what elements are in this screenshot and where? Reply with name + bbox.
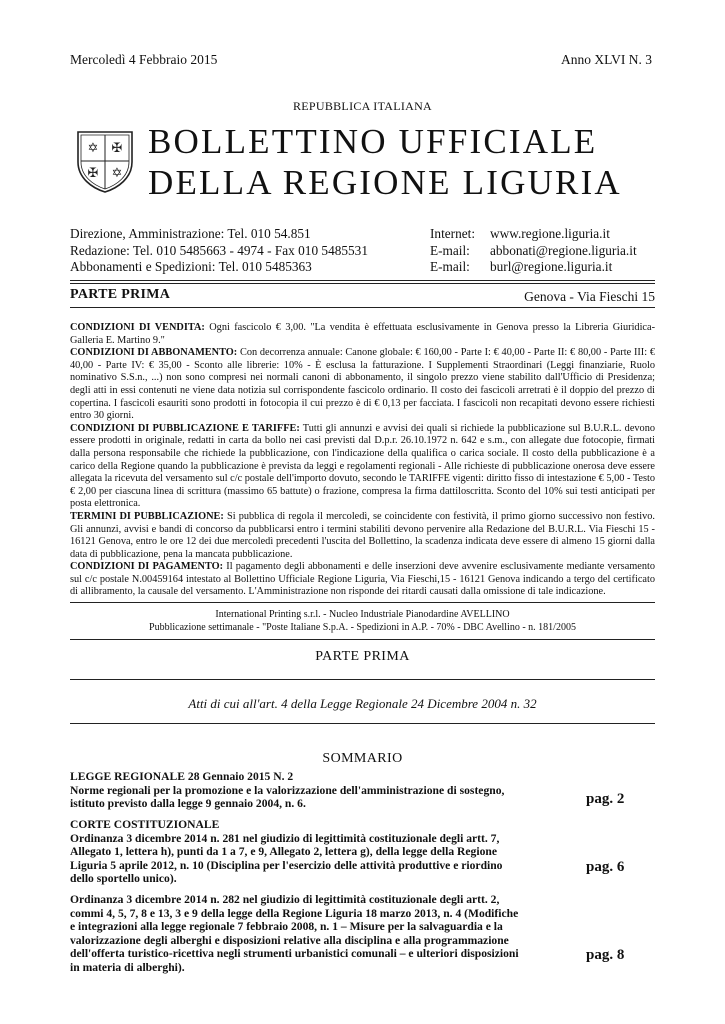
address-label: Genova - Via Fieschi 15	[524, 289, 655, 304]
condition-heading: CONDIZIONI DI PAGAMENTO:	[70, 561, 224, 573]
entry-line: dell'offerta turistico-ricettiva negli strumenti urbanistici comunali – e ulteriori disposizioni	[70, 947, 519, 961]
bulletin-title-line2: DELLA REGIONE LIGURIA	[148, 163, 622, 202]
contact-line: Redazione: Tel. 010 5485663 - 4974 - Fax 010 5485531	[70, 242, 368, 258]
bulletin-title-line1: BOLLETTINO UFFICIALE	[148, 122, 598, 161]
summary-title: SOMMARIO	[322, 751, 403, 766]
office-contacts	[70, 226, 368, 276]
issue-date: Mercoledì 4 Febbraio 2015	[70, 52, 218, 67]
entry-line: commi 4, 5, 7, 8 e 13, 3 e 9 della legge della Regione Liguria 18 marzo 2013, n. 4 (Modifiche	[70, 906, 519, 920]
entry-line: LEGGE REGIONALE 28 Gennaio 2015 N. 2	[70, 770, 294, 783]
condition-text: Con decorrenza annuale: Canone globale: € 160,00 - Parte I: € 40,00 - Parte II: € 80,00 - Parte III: € 40,00 - Parte IV: € 35,00 - Sconto alle librerie: 10% - È esclusa la fatturazione. I Supplementi Straordinari (Leggi finanziarie, Ruolo nominativo S.S.n., ...) non sono compresi nei normali canoni di abbonamento, il singolo prezzo viene stabilito dall'Ufficio di Presidenza; degli atti in essi contenuti ne viene data notizia sul corrispondente fascicolo ordinario. Il costo dei fascicoli arretrati è il doppio del prezzo di copertina. I fascicoli esauriti sono prodotti in fotocopia il cui prezzo è di € 0,13 per facciata. I fascicoli non recapitati devono essere richiesti entro 30 giorni.	[70, 347, 655, 422]
issue-number: Anno XLVI N. 3	[561, 52, 652, 67]
svg-text:✡: ✡	[87, 141, 99, 156]
web-contact-values	[490, 226, 637, 276]
coat-of-arms-icon	[72, 128, 138, 194]
condition-paragraph	[70, 322, 655, 347]
printer-info	[0, 608, 725, 634]
entry-line: valorizzazione degli alberghi e disposizioni relative alla disciplina e alla programmazione	[70, 933, 509, 947]
page-reference[interactable]: pag. 6	[586, 859, 625, 875]
website-link[interactable]: www.regione.liguria.it	[490, 226, 610, 241]
condition-text: Ogni fascicolo € 3,00. "La vendita è effettuata esclusivamente in Genova presso la Libreria Giuridica-Galleria E. Martino 9."	[70, 322, 656, 346]
web-label: Internet:	[430, 226, 476, 241]
svg-text:✡: ✡	[111, 166, 123, 181]
section-subtitle: Atti di cui all'art. 4 della Legge Regionale 24 Dicembre 2004 n. 32	[188, 696, 537, 711]
svg-text:✠: ✠	[111, 141, 123, 156]
summary-entry[interactable]	[70, 770, 570, 811]
summary-entry[interactable]	[70, 893, 570, 975]
condition-heading: CONDIZIONI DI VENDITA:	[70, 322, 205, 333]
divider	[70, 639, 655, 640]
condition-text: Si pubblica di regola il mercoledì, se coincidente con festività, il primo giorno successivo non festivo. Gli annunzi, avvisi e bandi di concorso da pubblicarsi entro i termini stabiliti devono pervenire alla Redazione del B.U.R.L. Via Fieschi 15 - 16121 Genova, entro le ore 12 dei due mercoledì precedenti l'uscita del Bollettino, la scadenza indicata deve essere di almeno 15 giorni dalla data di pubblicazione, pena la mancata pubblicazione.	[70, 510, 655, 560]
condition-paragraph	[70, 423, 655, 511]
divider	[70, 283, 655, 284]
entry-line: istituto previsto dalla legge 9 gennaio 2004, n. 6.	[70, 797, 306, 811]
condition-text: Il pagamento degli abbonamenti e delle inserzioni deve avvenire esclusivamente mediante versamento sul c/c postale N.00459164 intestato al Bollettino Ufficiale Regione Liguria, Via Fieschi,15 - 16121 Genova indicando a tergo del certificato di allibramento, la causale del versamento. L'Amministrazione non risponde dei ritardi causati dalla omissione di tale indicazione.	[70, 561, 655, 598]
condition-heading: CONDIZIONI DI ABBONAMENTO:	[70, 347, 238, 359]
web-contact-labels	[430, 226, 475, 276]
entry-line: Ordinanza 3 dicembre 2014 n. 282 nel giudizio di legittimità costituzionale degli artt. 2,	[70, 893, 500, 906]
divider	[70, 679, 655, 680]
entry-line: in materia di alberghi).	[70, 960, 185, 974]
condition-paragraph	[70, 347, 655, 423]
web-label: E-mail:	[430, 242, 470, 258]
condition-heading: TERMINI DI PUBBLICAZIONE:	[70, 510, 224, 522]
entry-line: Norme regionali per la promozione e la valorizzazione dell'amministrazione di sostegno,	[70, 783, 505, 797]
entry-line: CORTE COSTITUZIONALE	[70, 818, 220, 831]
entry-line: Ordinanza 3 dicembre 2014 n. 281 nel giudizio di legittimità costituzionale degli artt. 7,	[70, 831, 500, 845]
page-reference[interactable]: pag. 8	[586, 947, 625, 963]
condition-paragraph	[70, 511, 655, 561]
divider	[70, 723, 655, 724]
part-label: PARTE PRIMA	[70, 287, 171, 302]
divider	[70, 307, 655, 308]
condition-heading: CONDIZIONI DI PUBBLICAZIONE E TARIFFE:	[70, 422, 300, 434]
entry-line: Allegato 1, lettera h), punti da 1 a 7, e 9, Allegato 2, lettera g), della legge della Regione	[70, 845, 497, 859]
divider	[70, 602, 655, 603]
page-reference[interactable]: pag. 2	[586, 791, 625, 807]
web-label: E-mail:	[430, 259, 470, 274]
svg-text:✠: ✠	[87, 166, 99, 181]
printer-line: International Printing s.r.l. - Nucleo Industriale Pianodardine AVELLINO	[215, 609, 510, 620]
contact-line: Direzione, Amministrazione: Tel. 010 54.851	[70, 226, 311, 241]
conditions-block	[70, 322, 655, 599]
printer-line: Pubblicazione settimanale - "Poste Italiane S.p.A. - Spedizioni in A.P. - 70% - DBC Avellino - n. 181/2005	[149, 622, 576, 633]
divider	[70, 280, 655, 281]
entry-line: Liguria 5 aprile 2012, n. 10 (Disciplina per l'esercizio delle attività produttive e riordino	[70, 858, 503, 872]
email-link[interactable]: burl@regione.liguria.it	[490, 259, 613, 274]
contact-line: Abbonamenti e Spedizioni: Tel. 010 5485363	[70, 259, 312, 274]
entry-line: e integrazioni alla legge regionale 7 febbraio 2008, n. 1 – Misure per la salvaguardia e la	[70, 920, 503, 934]
summary-entry[interactable]	[70, 818, 570, 886]
email-link[interactable]: abbonati@regione.liguria.it	[490, 242, 637, 258]
section-title: PARTE PRIMA	[315, 649, 410, 664]
republic-label: REPUBBLICA ITALIANA	[292, 99, 433, 113]
condition-text: Tutti gli annunzi e avvisi dei quali si richiede la pubblicazione sul B.U.R.L. devono essere prodotti in originale, redatti in carta da bollo nei casi previsti dal D.p.r. 26.10.1972 n. 642 e s.m., con allegate due fotocopie, firmati dalla persona responsabile che richiede la pubblicazione, con l'indicazione della qualifica o carica sociale. Il costo della pubblicazione è a carico della Regione quando la pubblicazione è prevista da leggi e regolamenti regionali - Alle richieste di pubblicazione onerosa deve essere allegata la ricevuta del versamento sul c/c postale dell'importo dovuto, secondo le TARIFFE vigenti: diritto fisso di intestazione € 5,00 - Testo € 2,00 per ciascuna linea di scrittura (massimo 65 battute) o frazione, compresa la firma dattiloscritta. Sconto del 10% sui testi anticipati per posta elettronica.	[70, 422, 655, 510]
entry-line: dello sportello unico).	[70, 872, 177, 886]
condition-paragraph	[70, 561, 655, 599]
